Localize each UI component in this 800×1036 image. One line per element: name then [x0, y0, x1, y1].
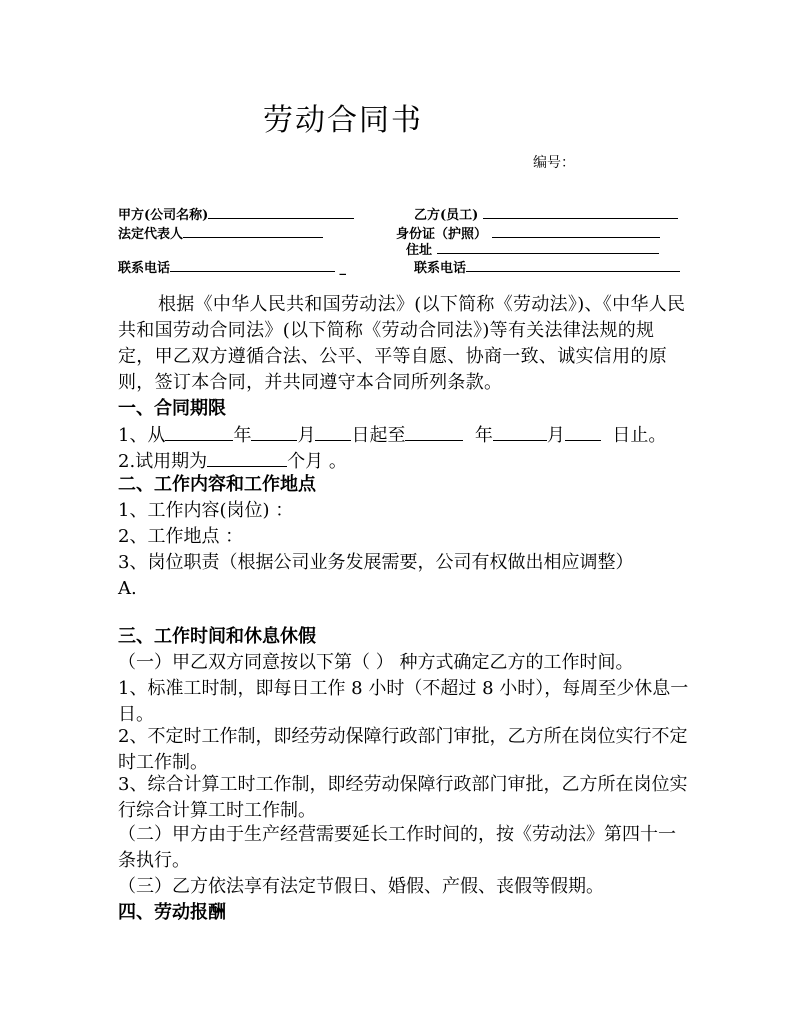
term-month-label-1: 月 [297, 425, 316, 446]
term-from-year-blank [165, 422, 233, 441]
term-dates-line [118, 422, 693, 449]
party-a-rep-blank [183, 224, 323, 238]
party-a-name-blank [208, 205, 354, 219]
probation-suffix: 个月 。 [287, 451, 347, 472]
term-from-day-blank [315, 422, 351, 441]
party-b-id-blank [492, 224, 660, 238]
job-content-line: 1、工作内容(岗位) ： [118, 500, 294, 521]
party-b-address-row [406, 240, 659, 259]
work-hours-option-line: （一）甲乙双方同意按以下第（ ） 种方式确定乙方的工作时间。 [118, 652, 634, 673]
term-day-to-label: 日止。 [612, 425, 667, 446]
standard-hours-paragraph: 1、标准工时制，即每日工作 8 小时（不超过 8 小时），每周至少休息一日。 [118, 678, 689, 725]
party-b-phone-label: 联系电话 [414, 261, 467, 276]
probation-label: 2.试用期为 [118, 451, 208, 472]
party-a-rep-label: 法定代表人 [118, 227, 184, 242]
party-b-name-blank [483, 205, 678, 219]
document-title: 劳动合同书 [263, 103, 423, 138]
comprehensive-hours-paragraph: 3、综合计算工时工作制，即经劳动保障行政部门审批，乙方所在岗位实行综合计算工时工作制。 [118, 774, 688, 821]
party-b-name-label: 乙方(员工) [414, 208, 479, 223]
section-2-heading: 二、工作内容和工作地点 [118, 474, 316, 495]
intro-paragraph: 根据《中华人民共和国劳动法》(以下简称《劳动法》)、《中华人民共和国劳动合同法》(以下简称《劳动合同法》)等有关法律法规的规定，甲乙双方遵循合法、公平、平等自愿、协商一致、诚实信用的原则，签订本合同，并共同遵守本合同所列条款。 [118, 294, 686, 393]
party-a-name-row [118, 205, 354, 224]
section-1-heading: 一、合同期限 [118, 398, 226, 419]
party-b-phone-blank [466, 258, 680, 272]
term-month-label-2: 月 [546, 425, 565, 446]
duty-item-a: A. [118, 578, 137, 599]
party-a-phone-label: 联系电话 [118, 261, 171, 276]
section-4-heading: 四、劳动报酬 [118, 902, 226, 923]
term-from-label: 1、从 [118, 425, 166, 446]
term-to-month-blank [493, 422, 547, 441]
term-year-label-2: 年 [474, 425, 493, 446]
party-b-id-label: 身份证（护照） [396, 227, 488, 242]
holidays-line: （三）乙方依法享有法定节假日、婚假、产假、丧假等假期。 [118, 876, 604, 897]
serial-number-label: 编号： [533, 155, 575, 171]
term-year-label-1: 年 [233, 425, 252, 446]
party-b-name-row [414, 205, 678, 224]
party-b-address-blank [437, 240, 659, 254]
job-duties-line: 3、岗位职责（根据公司业务发展需要，公司有权做出相应调整） [118, 552, 634, 573]
probation-line [118, 448, 693, 475]
party-a-phone-row [118, 258, 346, 277]
party-a-rep-row [118, 224, 323, 243]
party-a-phone-tail: _ [339, 261, 347, 276]
term-day-from-label: 日起至 [351, 425, 406, 446]
overtime-paragraph: （二）甲方由于生产经营需要延长工作时间的，按《劳动法》第四十一条执行。 [118, 824, 676, 871]
work-location-line: 2、工作地点 ： [118, 526, 244, 547]
party-b-address-label: 住址 [406, 243, 433, 258]
term-from-month-blank [251, 422, 297, 441]
term-to-day-blank [565, 422, 601, 441]
party-a-name-label: 甲方(公司名称) [118, 208, 209, 223]
section-3-heading: 三、工作时间和休息休假 [118, 626, 316, 647]
probation-months-blank [207, 448, 287, 467]
flexible-hours-paragraph: 2、不定时工作制，即经劳动保障行政部门审批，乙方所在岗位实行不定时工作制。 [118, 726, 688, 773]
term-to-year-blank [405, 422, 463, 441]
party-b-phone-row [414, 258, 680, 277]
party-a-phone-blank [170, 258, 335, 272]
